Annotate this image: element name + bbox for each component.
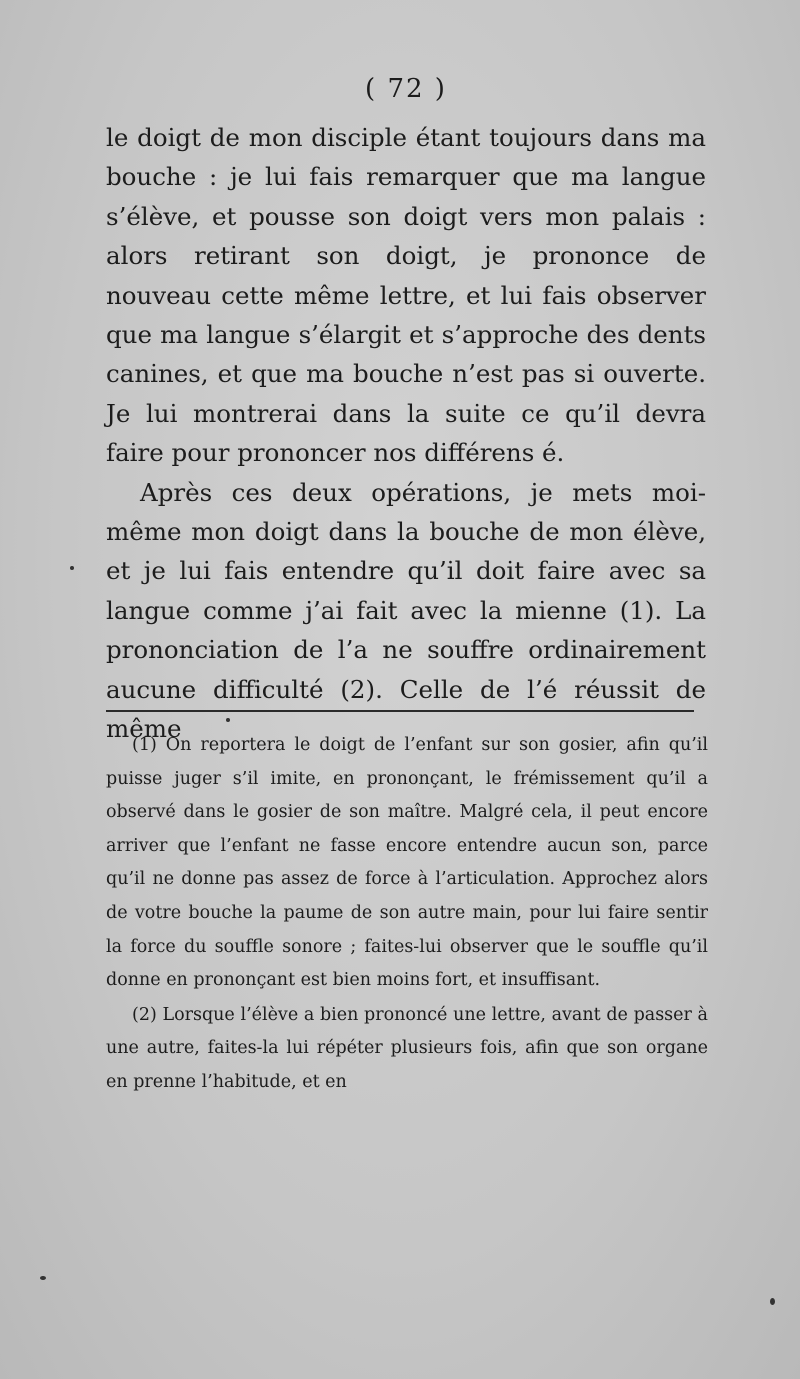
paper-speck [40, 1276, 46, 1280]
body-paragraph: Après ces deux opérations, je mets moi-même mon doigt dans la bouche de mon élève, et je lui fais entendre qu’il doit faire avec sa langue comme j’ai fait avec la mienne (1). La prononciation de l’a ne souffre ordinairement aucune difficulté (2). Celle de l’é réussit de même [106, 477, 706, 744]
footnote: (1) On reportera le doigt de l’enfant sur son gosier, afin qu’il puisse juger s’il imite, en prononçant, le frémissement qu’il a observé dans le gosier de son maître. Malgré cela, il peut encore arriver que l’enfant ne fasse encore entendre aucun son, parce qu’il ne donne pas assez de force à l’articulation. Approchez alors de votre bouche la paume de son autre main, pour lui faire sentir la force du souffle sonore ; faites-lui observer que le souffle qu’il donne en prononçant est bien moins fort, et insuffisant. [106, 735, 708, 991]
paper-speck [226, 718, 230, 722]
footnote: (2) Lorsque l’élève a bien prononcé une lettre, avant de passer à une autre, faites-la lui répéter plusieurs fois, afin que son organe en prenne l’habitude, et en [106, 1004, 708, 1092]
body-paragraph: le doigt de mon disciple étant toujours dans ma bouche : je lui fais remarquer que ma langue s’élève, et pousse son doigt vers mon palais : alors retirant son doigt, je prononce de nouveau cette même lettre, et lui fais observer que ma langue s’élargit et s’approche des dents canines, et que ma bouche n’est pas si ouverte. Je lui montrerai dans la suite ce qu’il devra faire pour prononcer nos différens é. [106, 123, 706, 468]
page-number: ( 72 ) [365, 74, 447, 104]
paper-speck [770, 1298, 775, 1305]
footnote-divider [106, 710, 694, 712]
paper-speck [70, 566, 74, 570]
main-text [106, 118, 706, 749]
footnotes [106, 729, 708, 1100]
